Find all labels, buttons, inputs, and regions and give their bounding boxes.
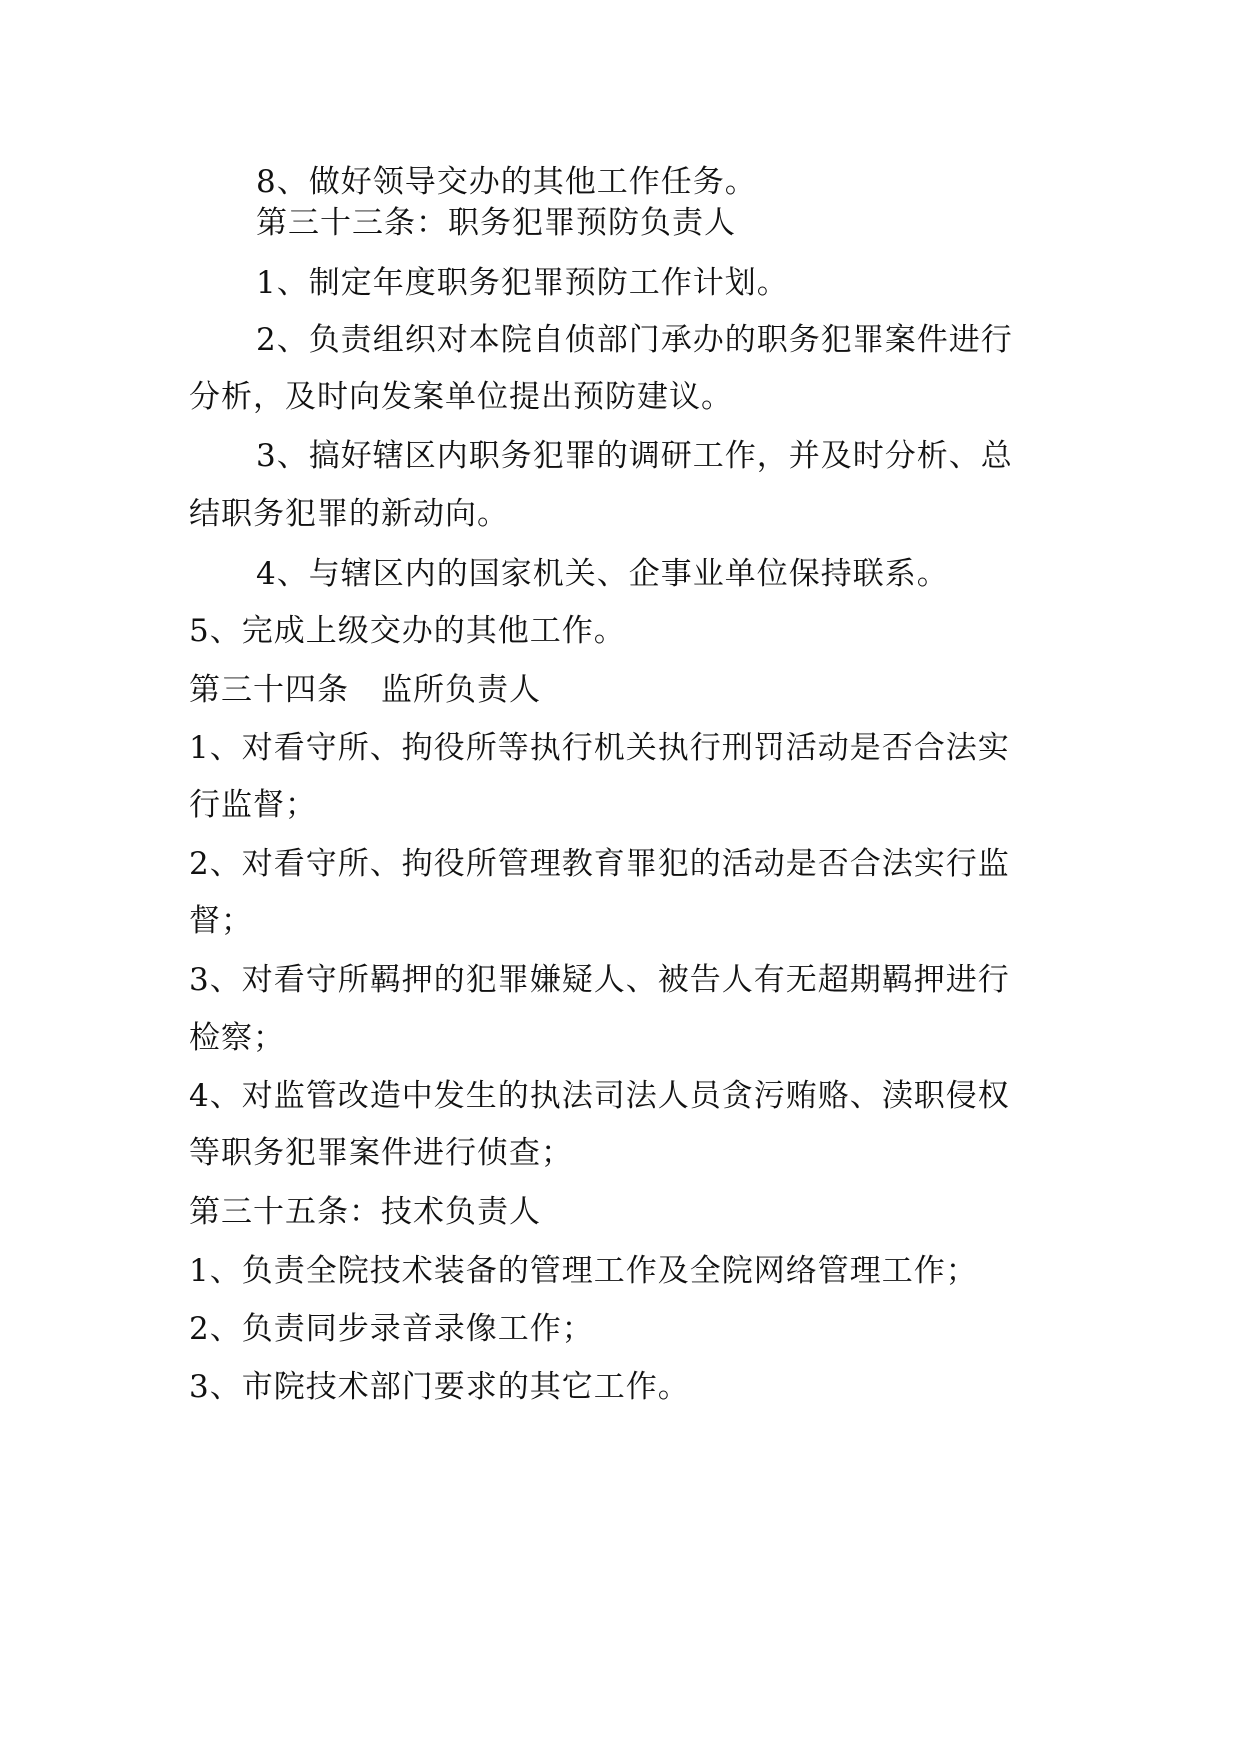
text-line-9: 5、完成上级交办的其他工作。 (189, 613, 626, 649)
text-line-5: 分析，及时向发案单位提出预防建议。 (189, 379, 733, 415)
text-line-21: 2、负责同步录音录像工作； (189, 1311, 594, 1347)
text-line-3: 1、制定年度职务犯罪预防工作计划。 (256, 265, 789, 301)
text-line-6: 3、搞好辖区内职务犯罪的调研工作，并及时分析、总 (256, 438, 1013, 474)
article-33-heading: 第三十三条：职务犯罪预防负责人 (256, 205, 736, 241)
text-line-7: 结职务犯罪的新动向。 (189, 496, 509, 532)
text-line-22: 3、市院技术部门要求的其它工作。 (189, 1369, 690, 1405)
text-line-8: 4、与辖区内的国家机关、企事业单位保持联系。 (256, 556, 949, 592)
text-line-16: 检察； (189, 1020, 285, 1056)
text-line-14: 督； (189, 903, 253, 939)
text-line-13: 2、对看守所、拘役所管理教育罪犯的活动是否合法实行监 (189, 846, 1010, 882)
text-line-20: 1、负责全院技术装备的管理工作及全院网络管理工作； (189, 1253, 978, 1289)
article-35-heading: 第三十五条：技术负责人 (189, 1194, 541, 1230)
text-line-15: 3、对看守所羁押的犯罪嫌疑人、被告人有无超期羁押进行 (189, 962, 1010, 998)
text-line-1: 8、做好领导交办的其他工作任务。 (256, 164, 757, 200)
text-line-4: 2、负责组织对本院自侦部门承办的职务犯罪案件进行 (256, 322, 1013, 358)
text-line-11: 1、对看守所、拘役所等执行机关执行刑罚活动是否合法实 (189, 730, 1010, 766)
text-line-12: 行监督； (189, 787, 317, 823)
article-34-heading: 第三十四条 监所负责人 (189, 672, 541, 708)
text-line-18: 等职务犯罪案件进行侦查； (189, 1135, 573, 1171)
text-line-17: 4、对监管改造中发生的执法司法人员贪污贿赂、渎职侵权 (189, 1078, 1010, 1114)
